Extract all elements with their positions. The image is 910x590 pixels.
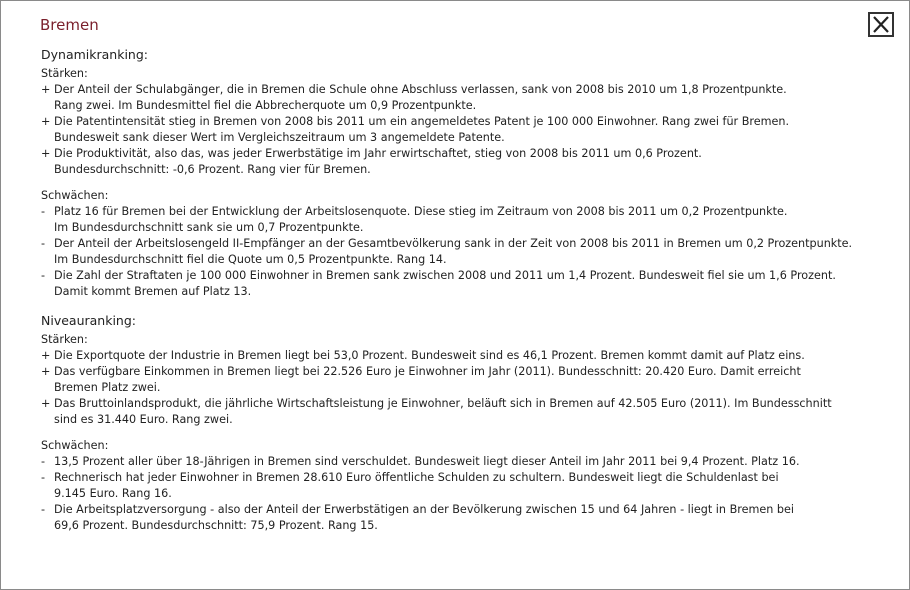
bullet: + [41,397,51,410]
item-text: Platz 16 für Bremen bei der Entwicklung der Arbeitslosenquote. Diese stieg im Zeitraum von 2008 bis 2011 um 0,2 Prozentpunkte. Im Bundesdurchschnitt sank sie um 0,7 Prozentpunkte. [54,205,788,234]
list-item [41,470,901,502]
item-text: Der Anteil der Arbeitslosengeld II-Empfänger an der Gesamtbevölkerung sank in der Zeit von 2008 bis 2011 in Bremen um 0,2 Prozentpunkte. Im Bundesdurchschnitt fiel die Quote um 0,5 Prozentpunkte. Rang 14. [54,237,853,266]
bullet: + [41,115,51,128]
section-dynamikranking [41,46,901,300]
list-item [41,396,901,428]
bullet: - [41,237,46,250]
group-title-staerken: Stärken: [41,67,88,80]
bullet: + [41,365,51,378]
item-text: Die Arbeitsplatzversorgung - also der Anteil der Erwerbstätigen an der Bevölkerung zwischen 15 und 64 Jahren - liegt in Bremen bei 69,6 Prozent. Bundesdurchschnitt: 75,9 Prozent. Rang 15. [54,503,794,532]
bullet: + [41,147,51,160]
list-item [41,236,901,268]
section-title: Niveauranking: [41,313,136,328]
list-item [41,364,901,396]
item-text: Die Zahl der Straftaten je 100 000 Einwohner in Bremen sank zwischen 2008 und 2011 um 1,4 Prozent. Bundesweit fiel sie um 1,6 Prozent. Damit kommt Bremen auf Platz 13. [54,269,836,298]
item-text: Die Patentintensität stieg in Bremen von 2008 bis 2011 um ein angemeldetes Patent je 100 000 Einwohner. Rang zwei für Bremen. Bundesweit sank dieser Wert im Vergleichszeitraum um 3 angemeldete Patente. [54,115,790,144]
bullet: - [41,269,46,282]
ranking-content [41,46,901,534]
bullet: - [41,455,46,468]
group-title-schwaechen: Schwächen: [41,189,109,202]
close-button[interactable] [868,12,894,37]
group-title-schwaechen: Schwächen: [41,439,109,452]
list-item [41,502,901,534]
list-item [41,454,901,470]
item-text: Das verfügbare Einkommen in Bremen liegt bei 22.526 Euro je Einwohner im Jahr (2011). Bundesschnitt: 20.420 Euro. Damit erreicht Bremen Platz zwei. [54,365,801,394]
item-text: Die Exportquote der Industrie in Bremen liegt bei 53,0 Prozent. Bundesweit sind es 46,1 Prozent. Bremen kommt damit auf Platz eins. [54,349,805,362]
bullet: - [41,205,46,218]
item-text: 13,5 Prozent aller über 18-Jährigen in Bremen sind verschuldet. Bundesweit liegt dieser Anteil im Jahr 2011 bei 9,4 Prozent. Platz 16. [54,455,800,468]
item-text: Das Bruttoinlandsprodukt, die jährliche Wirtschaftsleistung je Einwohner, beläuft sich in Bremen auf 42.505 Euro (2011). Im Bundesschnitt sind es 31.440 Euro. Rang zwei. [54,397,832,426]
list-item [41,204,901,236]
page-title: Bremen [40,16,99,34]
bullet: + [41,349,51,362]
close-icon [873,16,889,33]
item-text: Die Produktivität, also das, was jeder Erwerbstätige im Jahr erwirtschaftet, stieg von 2008 bis 2011 um 0,6 Prozent. Bundesdurchschnitt: -0,6 Prozent. Rang vier für Bremen. [54,147,702,176]
bullet: + [41,83,51,96]
list-item [41,268,901,300]
list-item [41,114,901,146]
item-text: Rechnerisch hat jeder Einwohner in Bremen 28.610 Euro öffentliche Schulden zu schultern. Bundesweit liegt die Schuldenlast bei 9.145 Euro. Rang 16. [54,471,779,500]
item-text: Der Anteil der Schulabgänger, die in Bremen die Schule ohne Abschluss verlassen, sank von 2008 bis 2010 um 1,8 Prozentpunkte. Rang zwei. Im Bundesmittel fiel die Abbrecherquote um 0,9 Prozentpunkte. [54,83,787,112]
bullet: - [41,503,46,516]
list-item [41,146,901,178]
list-item [41,82,901,114]
bullet: - [41,471,46,484]
list-item [41,348,901,364]
section-title: Dynamikranking: [41,47,148,62]
group-title-staerken: Stärken: [41,333,88,346]
section-niveauranking [41,312,901,534]
